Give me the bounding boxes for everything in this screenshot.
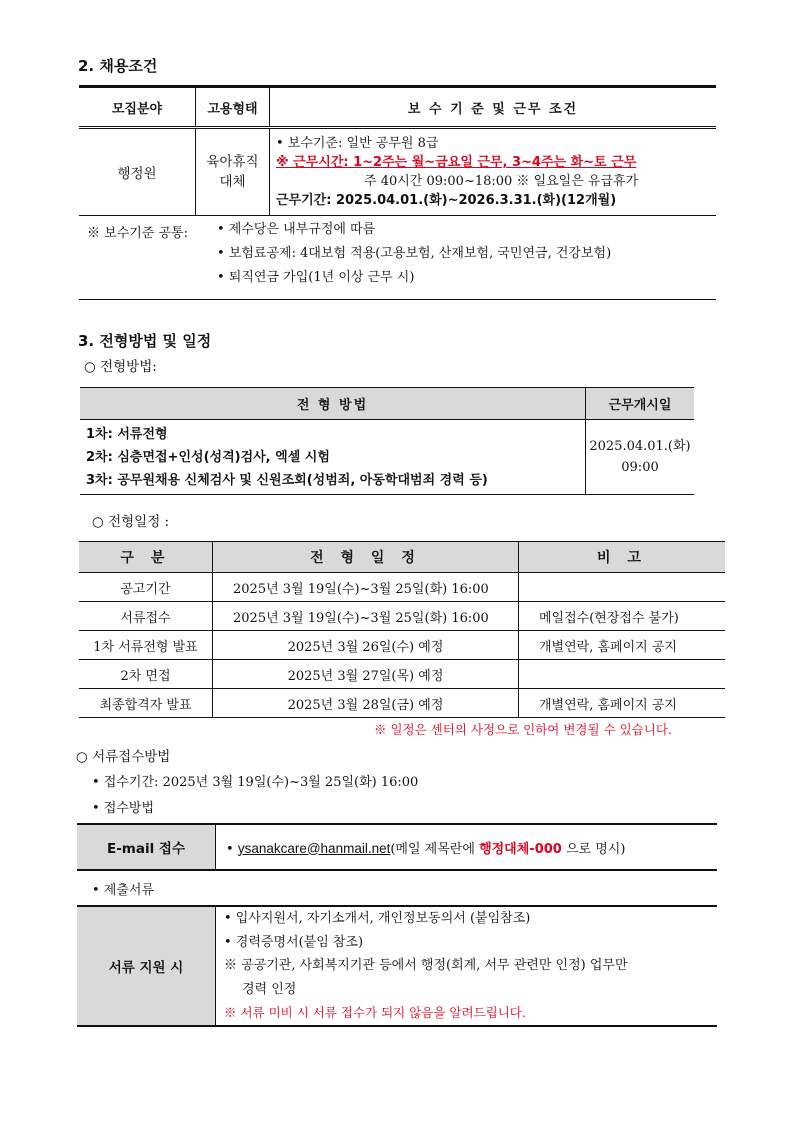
start-date-cell	[586, 420, 695, 495]
schedule-table	[79, 541, 725, 718]
step-item: 1차: 서류전형	[86, 426, 168, 442]
table-row	[79, 573, 725, 602]
method-label: ○ 전형방법:	[84, 359, 157, 375]
section3-title: 3. 전형방법 및 일정	[78, 332, 212, 350]
table-row	[79, 660, 725, 689]
salary-notes	[79, 216, 716, 300]
email-note-pre: (메일 제목란에	[390, 841, 475, 857]
schedule-note: 개별연락, 홈페이지 공지	[519, 631, 726, 660]
header-category: 구 분	[79, 542, 213, 573]
note-label: ※ 보수기준 공통:	[87, 226, 188, 241]
note-item: • 제수당은 내부규정에 따름	[217, 222, 376, 237]
schedule-item: 공고기간	[79, 573, 213, 602]
period-line: 근무기간: 2025.04.01.(화)~2026.3.31.(화)(12개월)	[276, 193, 617, 208]
start-date: 2025.04.01.(화)	[589, 439, 691, 454]
employment-cell	[196, 128, 270, 216]
field-cell: 행정원	[79, 128, 196, 216]
schedule-note	[519, 573, 726, 602]
steps-cell	[80, 420, 586, 495]
conditions-cell	[270, 128, 717, 216]
schedule-note	[519, 660, 726, 689]
docs-header: 서류 지원 시	[77, 906, 216, 1026]
hours-week-line: 주 40시간 09:00~18:00 ※ 일요일은 유급휴가	[364, 174, 639, 189]
schedule-note: 개별연락, 홈페이지 공지	[519, 689, 726, 718]
section2-title: 2. 채용조건	[78, 57, 158, 75]
header-method: 전 형 방법	[80, 388, 586, 420]
employment-conditions-table	[79, 85, 716, 300]
receipt-label: ○ 서류접수방법	[76, 749, 171, 765]
employment-line-2: 대체	[219, 174, 246, 190]
table-row	[79, 631, 725, 660]
schedule-date: 2025년 3월 27일(목) 예정	[213, 660, 519, 689]
schedule-item: 서류접수	[79, 602, 213, 631]
doc-item: • 경력증명서(붙임 참조)	[224, 934, 364, 950]
step-item: 3차: 공무원채용 신체검사 및 신원조회(성범죄, 아동학대범죄 경력 등)	[86, 472, 488, 488]
table-row	[79, 689, 725, 718]
docs-cell	[216, 906, 718, 1026]
note-item: • 퇴직연금 가입(1년 이상 근무 시)	[217, 270, 415, 285]
header-employment: 고용형태	[196, 87, 270, 128]
email-subject: 행정대체-000	[479, 841, 562, 857]
documents-table	[77, 905, 717, 1027]
email-cell	[216, 824, 718, 870]
email-bullet: •	[226, 841, 234, 857]
header-start-date: 근무개시일	[586, 388, 695, 420]
schedule-date: 2025년 3월 26일(수) 예정	[213, 631, 519, 660]
employment-line-1: 육아휴직	[206, 154, 259, 170]
schedule-item: 최종합격자 발표	[79, 689, 213, 718]
schedule-date: 2025년 3월 19일(수)~3월 25일(화) 16:00	[213, 573, 519, 602]
start-time: 09:00	[621, 460, 659, 475]
schedule-date: 2025년 3월 19일(수)~3월 25일(화) 16:00	[213, 602, 519, 631]
docs-warning: ※ 서류 미비 시 서류 접수가 되지 않음을 알려드립니다.	[224, 1005, 526, 1021]
header-schedule: 전 형 일 정	[213, 542, 519, 573]
receipt-period: • 접수기간: 2025년 3월 19일(수)~3월 25일(화) 16:00	[92, 775, 419, 790]
header-conditions: 보 수 기 준 및 근무 조건	[270, 87, 717, 128]
schedule-date: 2025년 3월 28일(금) 예정	[213, 689, 519, 718]
header-remarks: 비 고	[519, 542, 726, 573]
doc-item: ※ 공공기관, 사회복지기관 등에서 행정(회계, 서무 관련만 인정) 업무만	[224, 958, 628, 974]
schedule-warning: ※ 일정은 센터의 사정으로 인하여 변경될 수 있습니다.	[374, 722, 672, 737]
email-link[interactable]: ysanakcare@hanmail.net	[237, 840, 391, 856]
step-item: 2차: 심층면접+인성(성격)검사, 엑셀 시험	[86, 449, 330, 465]
schedule-note: 메일접수(현장접수 불가)	[519, 602, 726, 631]
email-label: E-mail 접수	[77, 824, 216, 870]
table-row	[79, 602, 725, 631]
doc-item: • 입사지원서, 자기소개서, 개인정보동의서 (붙임참조)	[224, 911, 531, 927]
note-item: • 보험료공제: 4대보험 적용(고용보험, 산재보험, 국민연금, 건강보험)	[217, 246, 612, 261]
schedule-item: 1차 서류전형 발표	[79, 631, 213, 660]
schedule-item: 2차 면접	[79, 660, 213, 689]
receipt-method-label: • 접수방법	[92, 801, 155, 816]
email-table	[77, 823, 717, 871]
header-field: 모집분야	[79, 87, 196, 128]
schedule-label: ○ 전형일정 :	[92, 514, 170, 530]
hours-line: ※ 근무시간: 1~2주는 월~금요일 근무, 3~4주는 화~토 근무	[276, 155, 637, 170]
email-note-post: 으로 명시)	[565, 841, 626, 857]
doc-item: 경력 인정	[242, 981, 297, 997]
selection-method-table	[80, 387, 694, 495]
docs-label: • 제출서류	[92, 883, 155, 898]
salary-line: • 보수기준: 일반 공무원 8급	[276, 136, 439, 151]
